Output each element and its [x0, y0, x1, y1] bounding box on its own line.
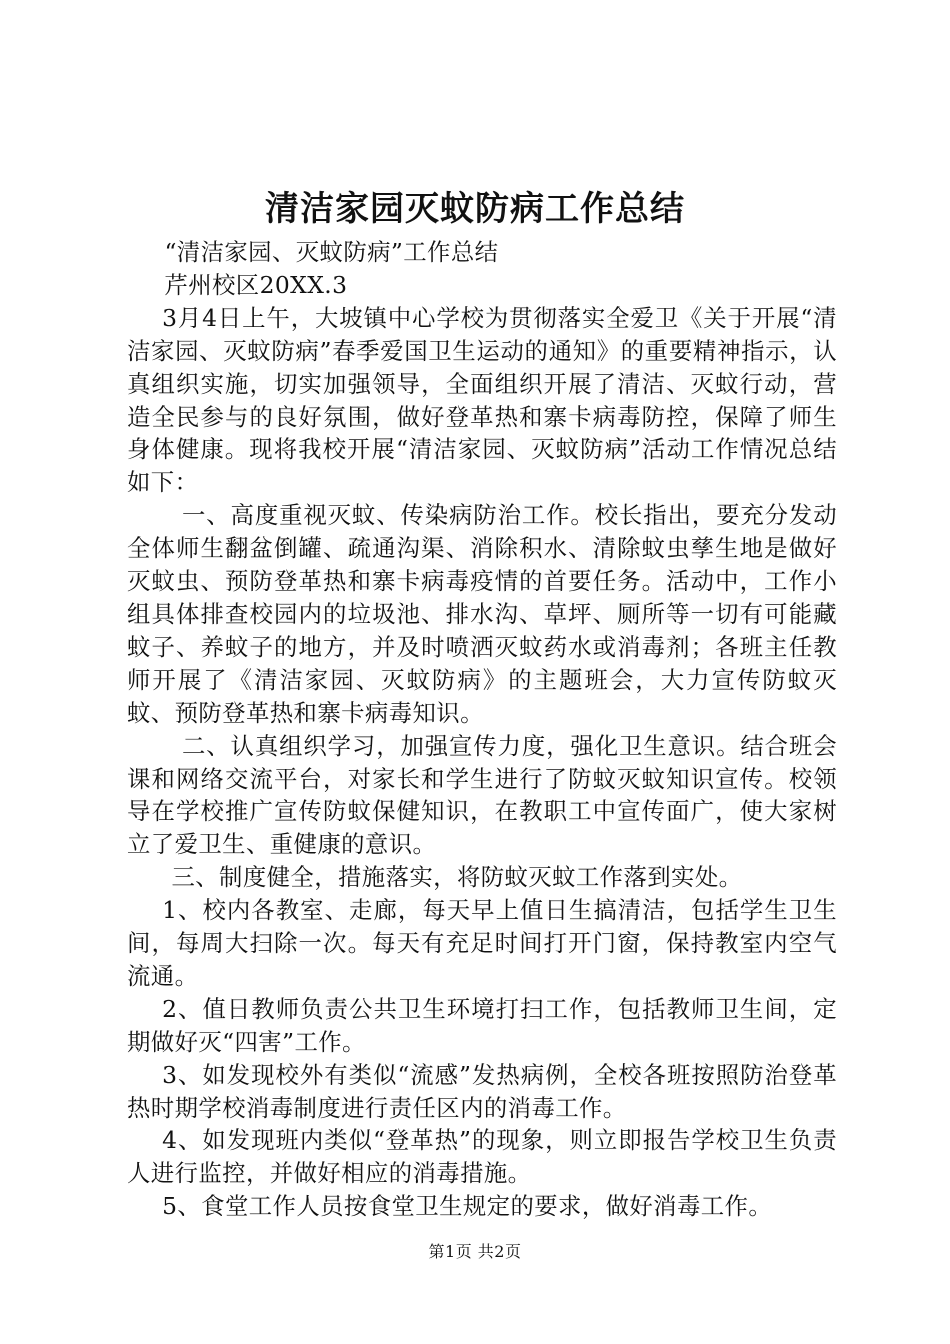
section-two-paragraph: 二、认真组织学习，加强宣传力度，强化卫生意识。结合班会课和网络交流平台，对家长和学生进行了防蚊灭蚊知识宣传。校领导在学校推广宣传防蚊保健知识，在教职工中宣传面广，使大家树立了爱卫生、重健康的意识。 — [127, 731, 837, 859]
list-item-1: 1、校内各教室、走廊，每天早上值日生搞清洁，包括学生卫生间，每周大扫除一次。每天有充足时间打开门窗，保持教室内空气流通。 — [127, 896, 837, 990]
page-footer: 第1页 共2页 — [428, 1242, 522, 1261]
intro-paragraph: 3月4日上午，大坡镇中心学校为贯彻落实全爱卫《关于开展“清洁家园、灭蚊防病”春季爱国卫生运动的通知》的重要精神指示，认真组织实施，切实加强领导，全面组织开展了清洁、灭蚊行动，营造全民参与的良好氛围，做好登革热和寨卡病毒防控，保障了师生身体健康。现将我校开展“清洁家园、灭蚊防病”活动工作情况总结如下： — [127, 303, 837, 497]
document-title: 清洁家园灭蚊防病工作总结 — [265, 189, 685, 229]
section-one-paragraph: 一、高度重视灭蚊、传染病防治工作。校长指出，要充分发动全体师生翻盆倒罐、疏通沟渠、消除积水、清除蚊虫孳生地是做好灭蚊虫、预防登革热和寨卡病毒疫情的首要任务。活动中，工作小组具体排查校园内的垃圾池、排水沟、草坪、厕所等一切有可能藏蚊子、养蚊子的地方，并及时喷洒灭蚊药水或消毒剂；各班主任教师开展了《清洁家园、灭蚊防病》的主题班会，大力宣传防蚊灭蚊、预防登革热和寨卡病毒知识。 — [127, 501, 837, 727]
document-body — [127, 236, 837, 1223]
list-item-4: 4、如发现班内类似“登革热”的现象，则立即报告学校卫生负责人进行监控，并做好相应的消毒措施。 — [127, 1126, 837, 1188]
section-three-heading: 三、制度健全，措施落实，将防蚊灭蚊工作落到实处。 — [171, 863, 743, 892]
document-dateline: 芹州校区20XX.3 — [164, 270, 348, 299]
document-subtitle: “清洁家园、灭蚊防病”工作总结 — [164, 238, 499, 266]
list-item-3: 3、如发现校外有类似“流感”发热病例，全校各班按照防治登革热时期学校消毒制度进行责任区内的消毒工作。 — [127, 1060, 837, 1122]
list-item-5: 5、食堂工作人员按食堂卫生规定的要求，做好消毒工作。 — [162, 1192, 773, 1221]
list-item-2: 2、值日教师负责公共卫生环境打扫工作，包括教师卫生间，定期做好灭“四害”工作。 — [127, 994, 837, 1056]
